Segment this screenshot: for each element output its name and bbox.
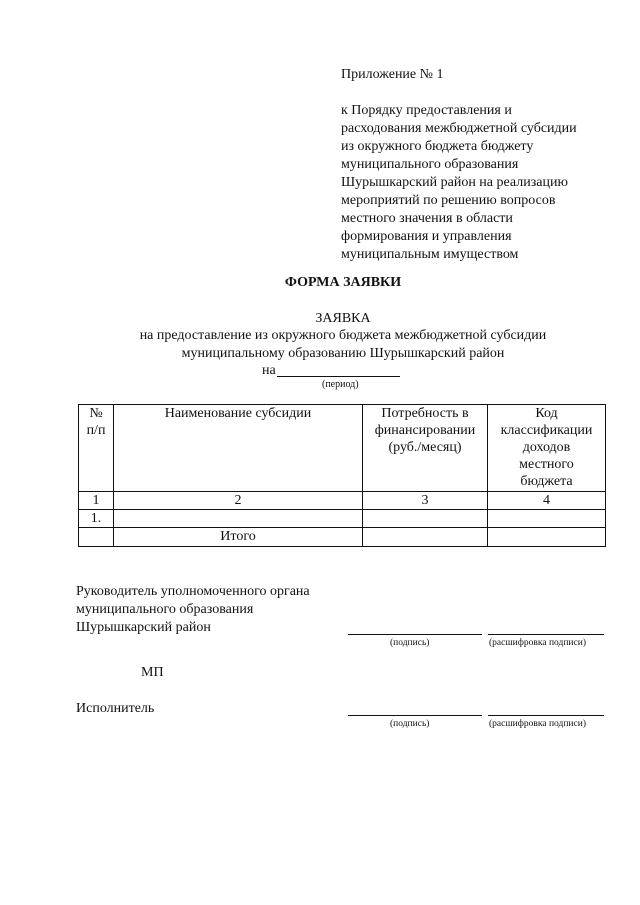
request-subtitle: на предоставление из окружного бюджета межбюджетной субсидии муниципальному образованию Шурышкарский район	[139, 328, 547, 361]
table-cell	[114, 510, 363, 528]
header-financing-need: Потребность в финансировании (руб./месяц)	[363, 405, 488, 492]
table-cell	[363, 528, 488, 547]
period-line	[277, 376, 400, 377]
executor-label: Исполнитель	[76, 701, 155, 716]
stamp-place: МП	[141, 665, 164, 680]
executor-signature-line	[348, 715, 482, 716]
executor-decode-caption: (расшифровка подписи)	[489, 719, 586, 729]
column-number: 4	[488, 492, 606, 510]
subsidy-table	[78, 404, 606, 547]
executor-decode-line	[488, 715, 604, 716]
head-sign-caption: (подпись)	[390, 638, 430, 648]
total-label: Итого	[114, 528, 363, 547]
table-cell: 1.	[79, 510, 114, 528]
head-signature-line	[348, 634, 482, 635]
header-number: № п/п	[79, 405, 114, 492]
head-signature-text: Руководитель уполномоченного органа муниципального образования Шурышкарский район	[76, 584, 310, 635]
table-cell	[488, 510, 606, 528]
table-cell	[363, 510, 488, 528]
total-row	[79, 528, 606, 547]
header-subsidy-name: Наименование субсидии	[114, 405, 363, 492]
table-cell	[79, 528, 114, 547]
period-caption: (период)	[322, 379, 359, 390]
head-decode-line	[488, 634, 604, 635]
executor-sign-caption: (подпись)	[390, 719, 430, 729]
header-income-code: Код классификации доходов местного бюджета	[488, 405, 606, 492]
table-cell	[488, 528, 606, 547]
table-row	[79, 510, 606, 528]
column-number: 3	[363, 492, 488, 510]
head-decode-caption: (расшифровка подписи)	[489, 638, 586, 648]
column-number-row	[79, 492, 606, 510]
table-header-row	[79, 405, 606, 492]
column-number: 2	[114, 492, 363, 510]
request-title: ЗАЯВКА	[315, 311, 371, 326]
period-prefix: на	[262, 363, 276, 378]
form-title: ФОРМА ЗАЯВКИ	[284, 275, 402, 290]
annex-title: Приложение № 1	[341, 67, 444, 82]
annex-body: к Порядку предоставления и расходования межбюджетной субсидии из окружного бюджета бюджету муниципального образования Шурышкарский район на реализацию мероприятий по решению вопросов местного значения в области формирования и управления муниципальным имуществом	[341, 103, 577, 262]
column-number: 1	[79, 492, 114, 510]
